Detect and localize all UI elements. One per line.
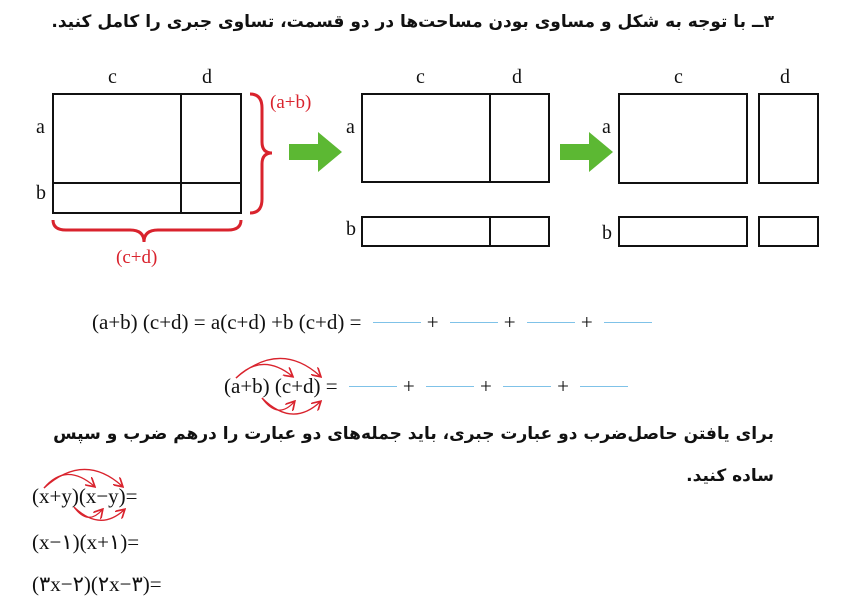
equation-1-lhs: (a+b) (c+d) = a(c+d) +b (c+d) = [92,310,362,334]
brace-right-icon [250,94,272,213]
exercise-1: (x+y)(x−y)= [32,484,138,508]
exercise-2: (x−۱)(x+۱)= [32,530,140,554]
label-b-3: b [602,222,612,244]
plus-4: + [402,374,415,398]
brace-label-right: (a+b) [270,92,312,113]
equation-2-lhs: (a+b) (c+d) = [224,374,338,398]
label-c: c [108,66,117,88]
label-a-3: a [602,116,611,138]
plus-5: + [480,374,492,398]
label-b: b [36,182,46,204]
label-c-3: c [674,66,683,88]
plus-2: + [503,310,516,334]
label-b-2: b [346,218,356,240]
label-d-3: d [780,66,790,88]
instruction-line-1: برای یافتن حاصل‌ضرب دو عبارت جبری، باید جمله‌های دو عبارت را درهم ضرب و سپس [53,424,774,444]
label-c-2: c [416,66,425,88]
label-d: d [202,66,212,88]
distribute-arrows-icon [236,358,320,414]
label-a-2: a [346,116,355,138]
arrow-right-icon-2 [560,132,613,172]
brace-bottom-icon [53,220,241,242]
question-title: ۳ــ با توجه به شکل و مساوی بودن مساحت‌ها در دو قسمت، تساوی جبری را کامل کنید. [51,12,774,32]
plus-3: + [580,310,593,334]
distribute-arrows-icon-2 [44,469,124,520]
instruction-line-2: ساده کنید. [686,466,774,486]
exercise-3: (۳x−۲)(۲x−۳)= [32,572,162,596]
plus-1: + [426,310,439,334]
arrow-right-icon [289,132,342,172]
plus-6: + [557,374,569,398]
label-d-2: d [512,66,522,88]
label-a: a [36,116,45,138]
brace-label-bottom: (c+d) [116,247,158,268]
